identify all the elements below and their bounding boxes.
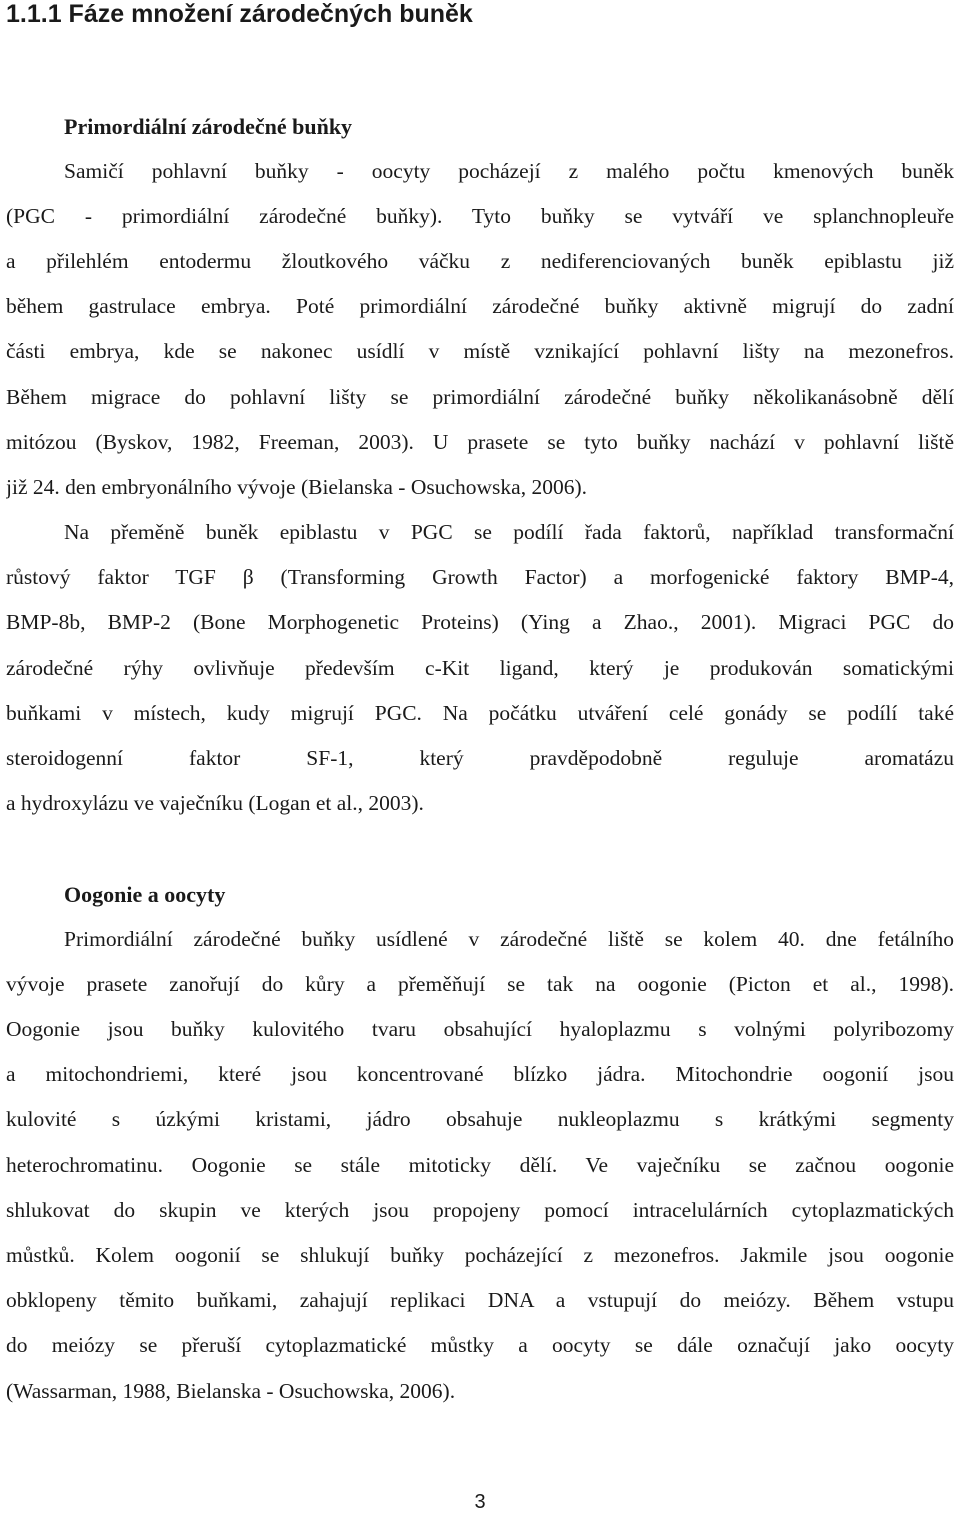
paragraph-line: do meiózy se přeruší cytoplazmatické můstky a oocyty se dále označují jako oocyty [6, 1333, 954, 1357]
paragraph-line: BMP-8b, BMP-2 (Bone Morphogenetic Proteins) (Ying a Zhao., 2001). Migraci PGC do [6, 610, 954, 634]
paragraph-line: mitózou (Byskov, 1982, Freeman, 2003). U prasete se tyto buňky nachází v pohlavní liště [6, 430, 954, 454]
paragraph-line: steroidogenní faktor SF-1, který pravděpodobně reguluje aromatázu [6, 746, 954, 770]
paragraph-line: shlukovat do skupin ve kterých jsou propojeny pomocí intracelulárních cytoplazmatických [6, 1198, 954, 1222]
paragraph-line: vývoje prasete zanořují do kůry a přeměňují se tak na oogonie (Picton et al., 1998). [6, 972, 954, 996]
section-heading: 1.1.1 Fáze množení zárodečných buněk [6, 0, 473, 28]
paragraph-line: a přilehlém entodermu žloutkového váčku z nediferenciovaných buněk epiblastu již [6, 249, 954, 273]
paragraph-line: zárodečné rýhy ovlivňuje především c-Kit ligand, který je produkován somatickými [6, 656, 954, 680]
paragraph-line: již 24. den embryonálního vývoje (Bielanska - Osuchowska, 2006). [6, 475, 587, 499]
subsection-title-oogonia: Oogonie a oocyty [64, 882, 226, 907]
paragraph-line: a mitochondriemi, které jsou koncentrované blízko jádra. Mitochondrie oogonií jsou [6, 1062, 954, 1086]
paragraph-line: kulovité s úzkými kristami, jádro obsahuje nukleoplazmu s krátkými segmenty [6, 1107, 954, 1131]
paragraph-line: Primordiální zárodečné buňky usídlené v zárodečné liště se kolem 40. dne fetálního [64, 927, 954, 951]
paragraph-line: můstků. Kolem oogonií se shlukují buňky pocházející z mezonefros. Jakmile jsou oogonie [6, 1243, 954, 1267]
paragraph-line: Samičí pohlavní buňky - oocyty pocházejí z malého počtu kmenových buněk [64, 159, 954, 183]
paragraph-line: heterochromatinu. Oogonie se stále mitoticky dělí. Ve vaječníku se začnou oogonie [6, 1153, 954, 1177]
paragraph-line: Na přeměně buněk epiblastu v PGC se podílí řada faktorů, například transformační [64, 520, 954, 544]
paragraph-line: Během migrace do pohlavní lišty se primordiální zárodečné buňky několikanásobně dělí [6, 385, 954, 409]
subsection-title-primordial: Primordiální zárodečné buňky [64, 114, 353, 139]
paragraph-line: růstový faktor TGF β (Transforming Growth Factor) a morfogenické faktory BMP-4, [6, 565, 954, 589]
paragraph-line: buňkami v místech, kudy migrují PGC. Na počátku utváření celé gonády se podílí také [6, 701, 954, 725]
paragraph-line: a hydroxylázu ve vaječníku (Logan et al., 2003). [6, 791, 424, 815]
paragraph-line: (PGC - primordiální zárodečné buňky). Tyto buňky se vytváří ve splanchnopleuře [6, 204, 954, 228]
paragraph-line: Oogonie jsou buňky kulovitého tvaru obsahující hyaloplazmu s volnými polyribozomy [6, 1017, 954, 1041]
paragraph-line: (Wassarman, 1988, Bielanska - Osuchowska, 2006). [6, 1379, 456, 1403]
page-number: 3 [474, 1491, 486, 1513]
paragraph-line: během gastrulace embrya. Poté primordiální zárodečné buňky aktivně migrují do zadní [6, 294, 954, 318]
paragraph-line: obklopeny těmito buňkami, zahajují replikaci DNA a vstupují do meiózy. Během vstupu [6, 1288, 954, 1312]
paragraph-line: části embrya, kde se nakonec usídlí v místě vznikající pohlavní lišty na mezonefros. [6, 339, 954, 363]
